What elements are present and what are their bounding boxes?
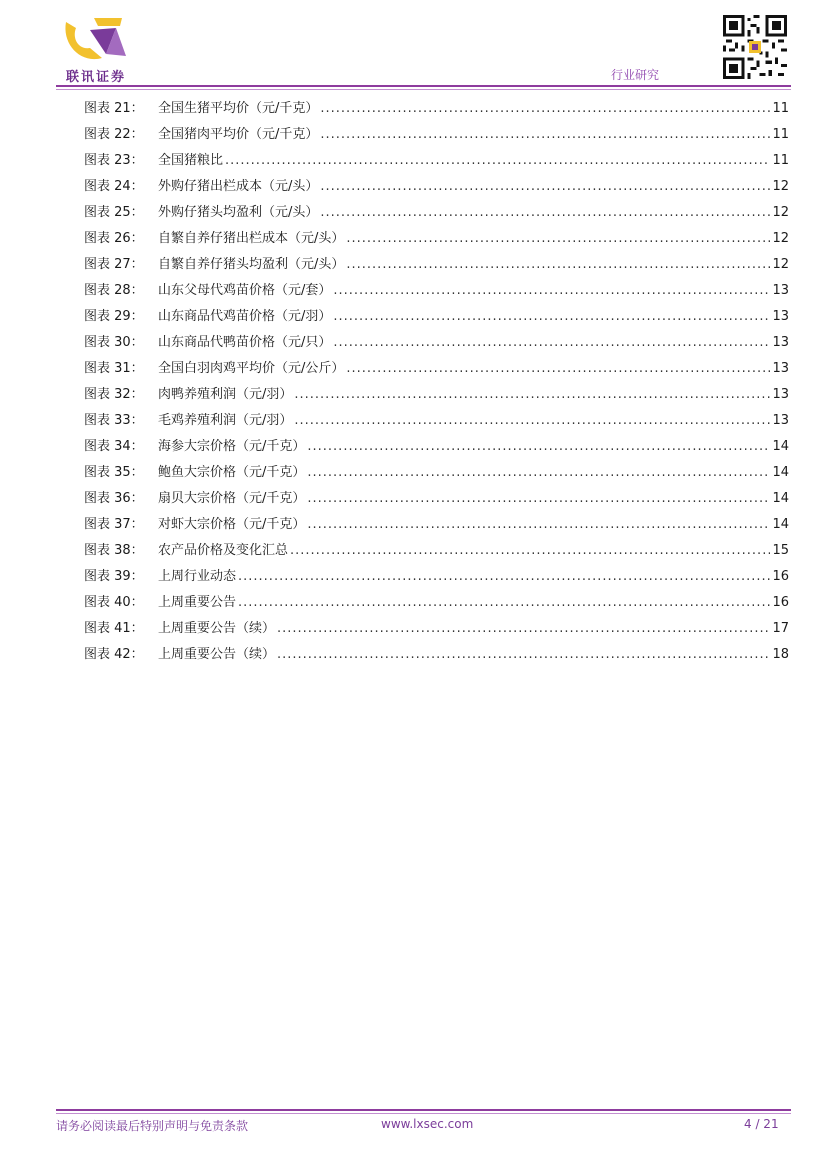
toc-entry-title: 上周重要公告 — [158, 595, 237, 610]
toc-leader-dots — [320, 122, 770, 148]
toc-entry[interactable] — [84, 382, 789, 408]
toc-entry-page: 13 — [772, 283, 789, 298]
toc-entry[interactable] — [84, 460, 789, 486]
toc-entry-page: 13 — [772, 413, 789, 428]
toc-entry[interactable] — [84, 96, 789, 122]
header-divider-thin — [56, 89, 791, 90]
toc-leader-dots — [307, 460, 770, 486]
toc-entry-page: 12 — [772, 257, 789, 272]
toc-entry-label: 图表 28： — [84, 283, 144, 298]
toc-leader-dots — [277, 616, 770, 642]
toc-entry-page: 18 — [772, 647, 789, 662]
toc-entry-page: 16 — [772, 595, 789, 610]
toc-entry-label: 图表 38： — [84, 543, 144, 558]
toc-leader-dots — [307, 434, 770, 460]
toc-entry-label: 图表 25： — [84, 205, 144, 220]
toc-entry-page: 14 — [772, 439, 789, 454]
toc-leader-dots — [307, 486, 770, 512]
toc-entry-label: 图表 27： — [84, 257, 144, 272]
qr-code-icon — [723, 15, 787, 79]
toc-entry-label: 图表 29： — [84, 309, 144, 324]
toc-entry-page: 15 — [772, 543, 789, 558]
toc-entry-label: 图表 21： — [84, 101, 144, 116]
toc-entry[interactable] — [84, 356, 789, 382]
toc-entry-title: 毛鸡养殖利润（元/羽） — [158, 413, 293, 428]
toc-entry[interactable] — [84, 226, 789, 252]
toc-entry[interactable] — [84, 304, 789, 330]
toc-entry[interactable] — [84, 252, 789, 278]
toc-entry[interactable] — [84, 174, 789, 200]
toc-entry-title: 全国猪粮比 — [158, 153, 224, 168]
toc-entry[interactable] — [84, 278, 789, 304]
toc-entry-title: 对虾大宗价格（元/千克） — [158, 517, 306, 532]
toc-entry-label: 图表 23： — [84, 153, 144, 168]
toc-entry-label: 图表 36： — [84, 491, 144, 506]
toc-entry-title: 外购仔猪头均盈利（元/头） — [158, 205, 319, 220]
toc-entry-label: 图表 22： — [84, 127, 144, 142]
toc-leader-dots — [294, 382, 770, 408]
toc-entry-page: 12 — [772, 179, 789, 194]
toc-entry[interactable] — [84, 564, 789, 590]
toc-entry-page: 14 — [772, 491, 789, 506]
toc-leader-dots — [225, 148, 770, 174]
toc-entry[interactable] — [84, 512, 789, 538]
toc-entry[interactable] — [84, 408, 789, 434]
section-tag: 行业研究 — [611, 68, 660, 82]
toc-entry-title: 肉鸭养殖利润（元/羽） — [158, 387, 293, 402]
toc-entry[interactable] — [84, 538, 789, 564]
toc-entry-page: 14 — [772, 465, 789, 480]
toc-entry-page: 14 — [772, 517, 789, 532]
toc-leader-dots — [333, 278, 770, 304]
toc-entry-page: 13 — [772, 361, 789, 376]
toc-entry[interactable] — [84, 434, 789, 460]
toc-entry-page: 13 — [772, 335, 789, 350]
toc-entry-title: 上周重要公告（续） — [158, 621, 276, 636]
toc-entry-title: 上周行业动态 — [158, 569, 237, 584]
toc-entry-title: 外购仔猪出栏成本（元/头） — [158, 179, 319, 194]
toc-entry-title: 全国白羽肉鸡平均价（元/公斤） — [158, 361, 345, 376]
toc-entry[interactable] — [84, 200, 789, 226]
toc-entry-title: 全国生猪平均价（元/千克） — [158, 101, 319, 116]
toc-entry-page: 13 — [772, 309, 789, 324]
toc-entry-page: 16 — [772, 569, 789, 584]
toc-leader-dots — [346, 252, 770, 278]
footer-divider-thin — [56, 1113, 791, 1114]
toc-entry-title: 山东商品代鸡苗价格（元/羽） — [158, 309, 332, 324]
toc-entry[interactable] — [84, 616, 789, 642]
toc-entry-title: 海参大宗价格（元/千克） — [158, 439, 306, 454]
toc-entry-page: 13 — [772, 387, 789, 402]
toc-entry-page: 11 — [772, 101, 789, 116]
toc-entry[interactable] — [84, 590, 789, 616]
toc-entry-title: 扇贝大宗价格（元/千克） — [158, 491, 306, 506]
toc-entry[interactable] — [84, 642, 789, 668]
toc-entry-title: 上周重要公告（续） — [158, 647, 276, 662]
toc-leader-dots — [290, 538, 770, 564]
logo-mark-icon — [60, 14, 130, 68]
toc-entry-label: 图表 40： — [84, 595, 144, 610]
toc-entry-label: 图表 34： — [84, 439, 144, 454]
toc-entry-label: 图表 24： — [84, 179, 144, 194]
toc-entry[interactable] — [84, 148, 789, 174]
toc-entry-label: 图表 33： — [84, 413, 144, 428]
toc-entry-label: 图表 35： — [84, 465, 144, 480]
toc-entry-label: 图表 37： — [84, 517, 144, 532]
toc-entry-page: 17 — [772, 621, 789, 636]
toc-entry[interactable] — [84, 330, 789, 356]
toc-leader-dots — [346, 226, 770, 252]
toc-entry-title: 全国猪肉平均价（元/千克） — [158, 127, 319, 142]
figure-index-list — [84, 96, 789, 668]
toc-leader-dots — [320, 174, 770, 200]
toc-entry-label: 图表 31： — [84, 361, 144, 376]
toc-leader-dots — [320, 96, 770, 122]
toc-entry[interactable] — [84, 122, 789, 148]
toc-leader-dots — [238, 590, 770, 616]
toc-entry-label: 图表 30： — [84, 335, 144, 350]
toc-entry-title: 山东父母代鸡苗价格（元/套） — [158, 283, 332, 298]
toc-leader-dots — [333, 330, 770, 356]
toc-leader-dots — [346, 356, 770, 382]
footer-disclaimer[interactable]: 请务必阅读最后特别声明与免责条款 — [56, 1119, 249, 1133]
toc-entry-title: 自繁自养仔猪出栏成本（元/头） — [158, 231, 345, 246]
toc-entry[interactable] — [84, 486, 789, 512]
toc-leader-dots — [238, 564, 770, 590]
toc-entry-page: 12 — [772, 205, 789, 220]
toc-entry-label: 图表 41： — [84, 621, 144, 636]
toc-entry-title: 山东商品代鸭苗价格（元/只） — [158, 335, 332, 350]
toc-entry-title: 自繁自养仔猪头均盈利（元/头） — [158, 257, 345, 272]
footer-divider — [56, 1109, 791, 1111]
toc-entry-title: 鲍鱼大宗价格（元/千克） — [158, 465, 306, 480]
toc-entry-title: 农产品价格及变化汇总 — [158, 543, 289, 558]
toc-entry-label: 图表 39： — [84, 569, 144, 584]
toc-entry-label: 图表 32： — [84, 387, 144, 402]
company-logo — [56, 14, 136, 84]
toc-leader-dots — [307, 512, 770, 538]
toc-entry-page: 12 — [772, 231, 789, 246]
toc-entry-page: 11 — [772, 153, 789, 168]
toc-leader-dots — [333, 304, 770, 330]
toc-entry-page: 11 — [772, 127, 789, 142]
toc-entry-label: 图表 42： — [84, 647, 144, 662]
header-divider — [56, 85, 791, 87]
brand-name: 联讯证券 — [65, 70, 126, 85]
footer-website-link[interactable]: www.lxsec.com — [381, 1117, 474, 1131]
toc-leader-dots — [294, 408, 770, 434]
page-indicator: 4 / 21 — [744, 1117, 779, 1131]
toc-leader-dots — [277, 642, 770, 668]
toc-entry-label: 图表 26： — [84, 231, 144, 246]
toc-leader-dots — [320, 200, 770, 226]
